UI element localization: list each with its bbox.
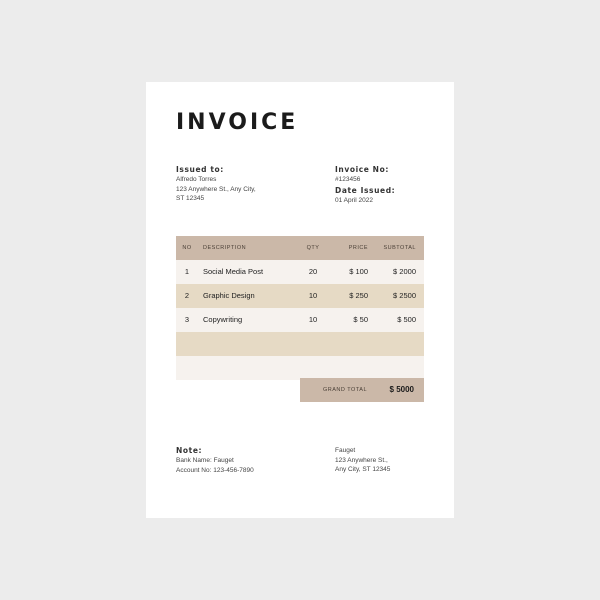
row-description: Social Media Post bbox=[203, 267, 264, 276]
account-number: Account No: 123-456-7890 bbox=[176, 466, 254, 474]
row-no: 3 bbox=[184, 315, 190, 324]
issued-to-block bbox=[176, 165, 256, 204]
row-qty: 20 bbox=[308, 267, 318, 276]
header-description: DESCRIPTION bbox=[203, 245, 247, 251]
bank-name: Bank Name: Fauget bbox=[176, 457, 234, 464]
invoice-page bbox=[146, 82, 454, 518]
invoice-title: INVOICE bbox=[176, 110, 299, 135]
issued-to-heading: Issued to: bbox=[176, 165, 224, 174]
invoice-number: #123456 bbox=[335, 176, 361, 183]
note-block bbox=[176, 446, 254, 475]
header-price: PRICE bbox=[348, 245, 368, 251]
invoice-no-label: Invoice No: bbox=[335, 165, 389, 174]
row-description: Copywriting bbox=[203, 315, 243, 324]
client-name: Alfredo Torres bbox=[176, 176, 217, 183]
date-issued-label: Date Issued: bbox=[335, 185, 396, 195]
table-row bbox=[176, 308, 424, 332]
row-qty: 10 bbox=[308, 291, 318, 300]
empty-table-row bbox=[176, 332, 424, 356]
table-header-row bbox=[176, 236, 424, 260]
row-price: $ 100 bbox=[349, 267, 368, 276]
row-price: $ 250 bbox=[349, 291, 368, 300]
table-row bbox=[176, 284, 424, 308]
row-price: $ 50 bbox=[353, 315, 368, 324]
client-address-line2: ST 12345 bbox=[176, 195, 205, 202]
company-address-line2: Any City, ST 12345 bbox=[335, 466, 391, 473]
company-address-line1: 123 Anywhere St., bbox=[335, 456, 388, 464]
empty-table-row bbox=[176, 356, 424, 380]
company-name: Fauget bbox=[335, 447, 356, 454]
note-heading: Note: bbox=[176, 446, 203, 455]
invoice-meta-block bbox=[335, 165, 395, 205]
grand-total-label: GRAND TOTAL bbox=[323, 387, 368, 393]
header-no: NO bbox=[182, 245, 192, 251]
row-description: Graphic Design bbox=[203, 291, 255, 300]
table-row bbox=[176, 260, 424, 284]
row-subtotal: $ 500 bbox=[397, 315, 416, 324]
line-items-table bbox=[176, 236, 424, 380]
row-subtotal: $ 2000 bbox=[393, 267, 416, 276]
row-qty: 10 bbox=[308, 315, 318, 324]
header-qty: QTY bbox=[306, 245, 320, 251]
company-block bbox=[335, 446, 390, 475]
grand-total-box bbox=[300, 378, 424, 402]
client-address-line1: 123 Anywhere St., Any City, bbox=[176, 185, 256, 193]
row-subtotal: $ 2500 bbox=[393, 291, 416, 300]
row-no: 1 bbox=[184, 267, 190, 276]
grand-total-value: $ 5000 bbox=[389, 385, 414, 394]
date-issued: 01 April 2022 bbox=[335, 196, 373, 204]
row-no: 2 bbox=[184, 291, 190, 300]
header-subtotal: SUBTOTAL bbox=[383, 245, 416, 251]
